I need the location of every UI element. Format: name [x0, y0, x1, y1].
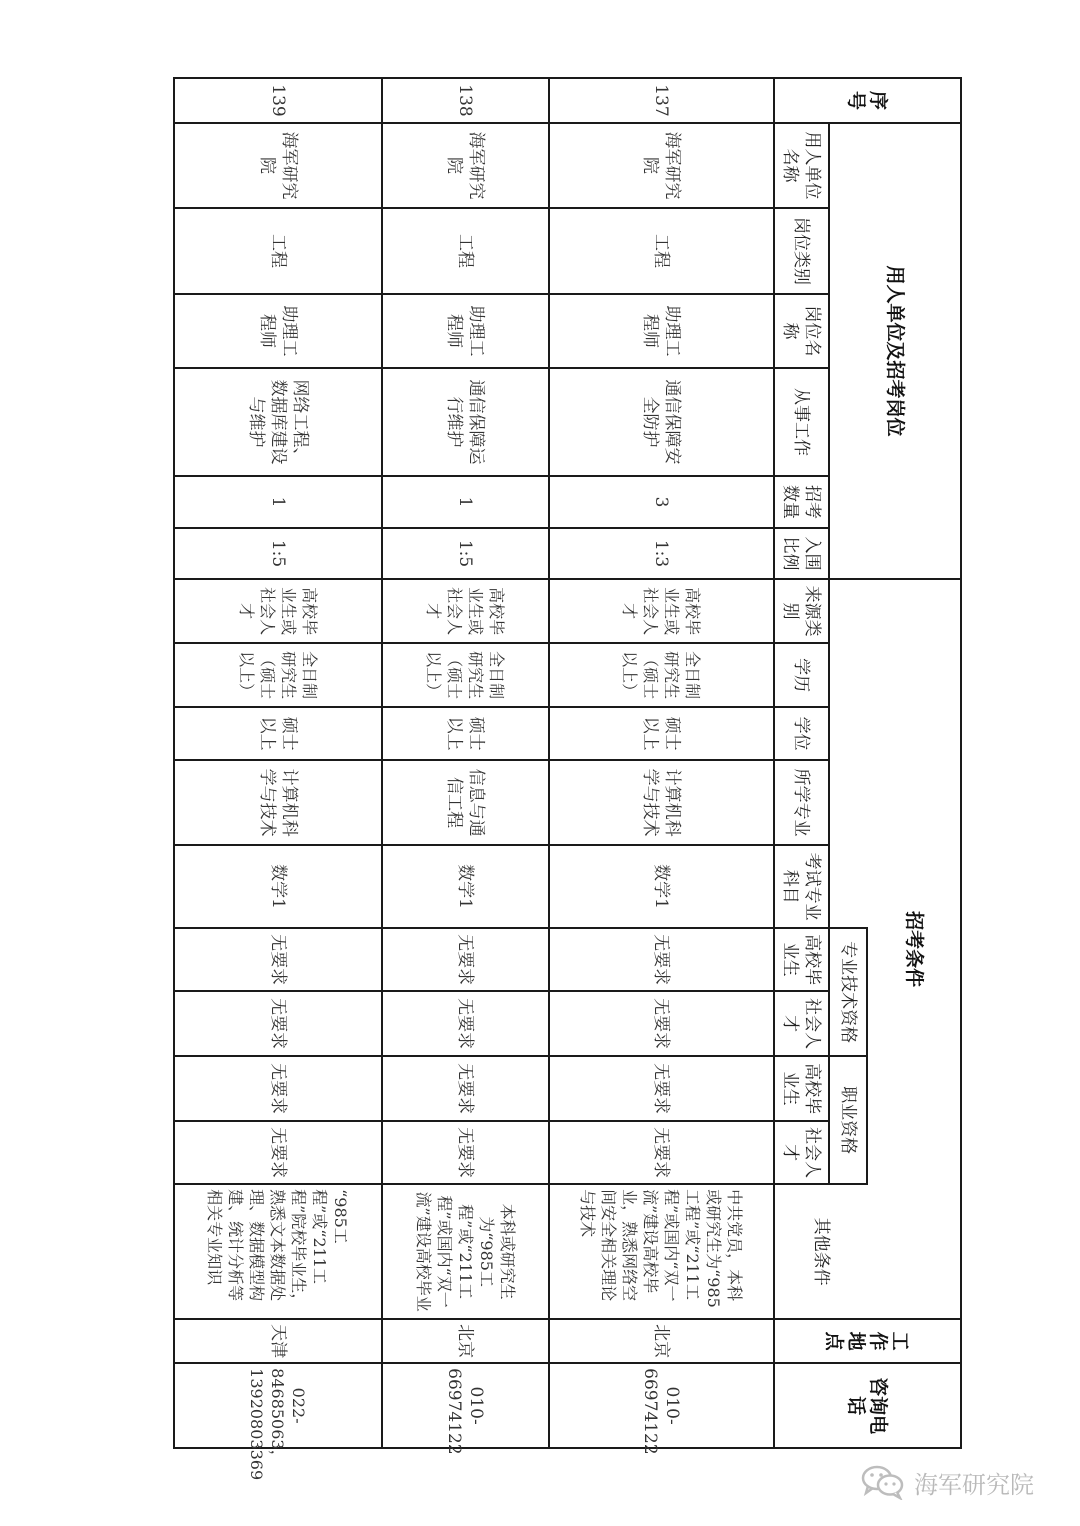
header-work-location: 工作地点	[774, 1319, 961, 1363]
cell-tech-graduates: 无要求	[549, 928, 774, 991]
header-vocational-qual: 职业资格	[829, 1056, 867, 1184]
header-duties: 从事工作	[774, 368, 829, 476]
cell-degree: 硕士以上	[382, 707, 549, 760]
cell-duties: 通信保障安全防护	[549, 368, 774, 476]
cell-seq: 138	[382, 78, 549, 123]
cell-major: 计算机科学与技术	[549, 760, 774, 845]
header-post-category: 岗位类别	[774, 208, 829, 294]
cell-post-category: 工程	[549, 208, 774, 294]
header-source: 来源类别	[774, 579, 829, 643]
cell-unit-name: 海军研究院	[382, 123, 549, 208]
cell-seq: 137	[549, 78, 774, 123]
cell-tech-graduates: 无要求	[382, 928, 549, 991]
cell-degree: 硕士以上	[174, 707, 382, 760]
cell-voc-graduates: 无要求	[549, 1056, 774, 1121]
header-conditions-spacer	[829, 579, 867, 928]
cell-exam-subject: 数学1	[382, 845, 549, 928]
cell-other: 中共党员，本科或研究生为“985工程”或“211工程”或国内“双一流”建设高校毕业，熟悉网络空间安全相关理论与技术	[549, 1184, 774, 1319]
header-group-position: 用人单位及招考岗位	[829, 123, 961, 579]
cell-source: 高校毕业生或社会人才	[549, 579, 774, 643]
cell-post-name: 助理工程师	[549, 294, 774, 368]
header-quota: 招考数量	[774, 476, 829, 528]
cell-major: 计算机科学与技术	[174, 760, 382, 845]
cell-voc-social: 无要求	[549, 1121, 774, 1184]
table-row	[549, 78, 774, 1448]
cell-other: 本科或研究生为“985工程”或“211工程”或国内“双一流”建设高校毕业	[382, 1184, 549, 1319]
cell-post-name: 助理工程师	[382, 294, 549, 368]
cell-ratio: 1:3	[549, 528, 774, 579]
header-major: 所学专业	[774, 760, 829, 845]
cell-post-name: 助理工程师	[174, 294, 382, 368]
cell-post-category: 工程	[382, 208, 549, 294]
header-phone: 咨询电话	[774, 1363, 961, 1448]
cell-quota: 1	[382, 476, 549, 528]
header-tech-social: 社会人才	[774, 991, 829, 1056]
wechat-icon	[860, 1464, 906, 1500]
header-exam-subject: 考试专业科目	[774, 845, 829, 928]
cell-quota: 1	[174, 476, 382, 528]
cell-phone: 010-66974122	[382, 1363, 549, 1448]
cell-source: 高校毕业生或社会人才	[382, 579, 549, 643]
watermark	[860, 1462, 1034, 1502]
table-row	[174, 78, 382, 1448]
cell-voc-social: 无要求	[382, 1121, 549, 1184]
cell-seq: 139	[174, 78, 382, 123]
cell-exam-subject: 数学1	[549, 845, 774, 928]
cell-duties: 通信保障运行维护	[382, 368, 549, 476]
cell-education: 全日制研究生（硕士以上）	[174, 643, 382, 707]
cell-location: 北京	[549, 1319, 774, 1363]
cell-post-category: 工程	[174, 208, 382, 294]
cell-tech-social: 无要求	[382, 991, 549, 1056]
cell-phone: 010-66974122	[549, 1363, 774, 1448]
cell-source: 高校毕业生或社会人才	[174, 579, 382, 643]
cell-tech-social: 无要求	[174, 991, 382, 1056]
cell-phone: 022-84685063，13920803369	[174, 1363, 382, 1448]
cell-location: 天津	[174, 1319, 382, 1363]
header-tech-qual: 专业技术资格	[829, 928, 867, 1056]
cell-education: 全日制研究生（硕士以上）	[382, 643, 549, 707]
cell-location: 北京	[382, 1319, 549, 1363]
cell-tech-social: 无要求	[549, 991, 774, 1056]
cell-unit-name: 海军研究院	[549, 123, 774, 208]
header-voc-social: 社会人才	[774, 1121, 829, 1184]
cell-duties: 网络工程、数据库建设与维护	[174, 368, 382, 476]
header-seq: 序号	[774, 78, 961, 123]
header-ratio: 入围比例	[774, 528, 829, 579]
cell-ratio: 1:5	[174, 528, 382, 579]
table-row	[382, 78, 549, 1448]
header-degree: 学位	[774, 707, 829, 760]
cell-degree: 硕士以上	[549, 707, 774, 760]
cell-exam-subject: 数学1	[174, 845, 382, 928]
cell-voc-social: 无要求	[174, 1121, 382, 1184]
header-group-conditions: 招考条件	[867, 579, 961, 1319]
cell-voc-graduates: 无要求	[382, 1056, 549, 1121]
header-post-name: 岗位名称	[774, 294, 829, 368]
cell-education: 全日制研究生（硕士以上）	[549, 643, 774, 707]
recruitment-table	[173, 77, 962, 1481]
cell-ratio: 1:5	[382, 528, 549, 579]
header-tech-graduates: 高校毕业生	[774, 928, 829, 991]
header-voc-graduates: 高校毕业生	[774, 1056, 829, 1121]
header-unit-name: 用人单位名称	[774, 123, 829, 208]
cell-quota: 3	[549, 476, 774, 528]
header-education: 学历	[774, 643, 829, 707]
cell-other: “985工程”或“211工程”院校毕业生，熟悉文本数据处理、数据模型构建、统计分析等相关专业知识	[174, 1184, 382, 1319]
cell-major: 信息与通信工程	[382, 760, 549, 845]
header-other-conditions: 其他条件	[774, 1184, 867, 1319]
cell-unit-name: 海军研究院	[174, 123, 382, 208]
recruitment-table-sheet	[175, 77, 962, 1481]
cell-tech-graduates: 无要求	[174, 928, 382, 991]
cell-voc-graduates: 无要求	[174, 1056, 382, 1121]
watermark-text: 海军研究院	[914, 1470, 1034, 1499]
